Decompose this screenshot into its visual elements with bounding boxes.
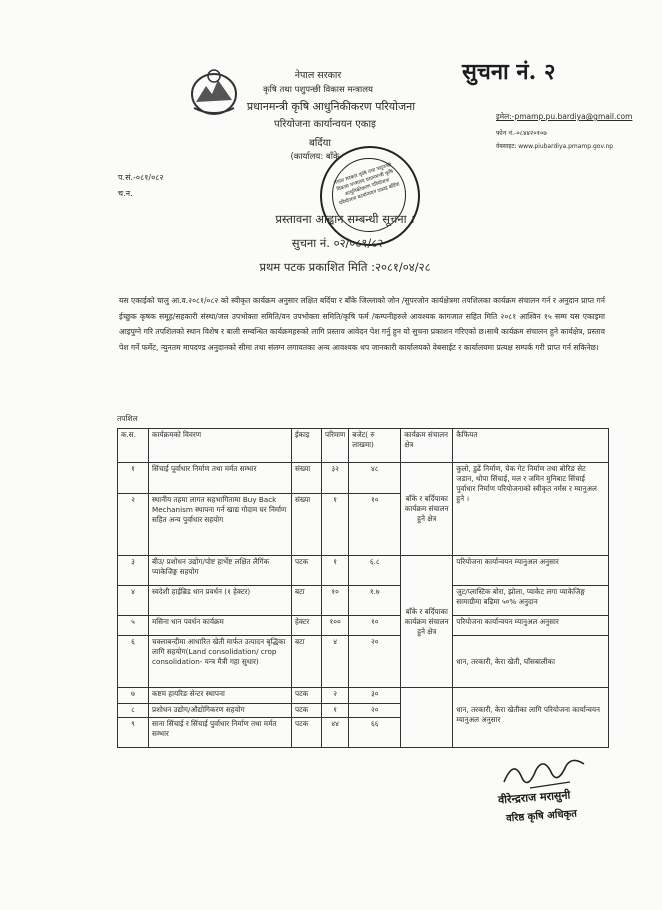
district-name: बर्दिया [309, 138, 331, 149]
cell-description: सिंचाई पूर्वाधार निर्माण तथा मर्मत सम्भार [149, 463, 292, 494]
cell-budget: २० [349, 636, 401, 688]
cell-unit: बटा [292, 586, 322, 616]
cell-quantity: २ [322, 688, 349, 704]
cell-description: कष्टम हायरिङ सेन्टर स्थापना [149, 688, 292, 704]
cell-budget: २० [349, 704, 401, 718]
notice-title: प्रस्तावना आह्वान सम्बन्धी सूचना । [275, 212, 415, 226]
signatory-name: वीरेन्द्रराज मरासुनी [497, 788, 571, 807]
cell-unit: पटक [292, 688, 322, 704]
cell-sn: ५ [118, 616, 149, 636]
unit-name: परियोजना कार्यान्वयन एकाइ [274, 119, 376, 130]
table-row [118, 688, 609, 704]
table-row [118, 463, 609, 494]
cell-description: चक्लाबन्दीमा आधारित खेती मार्फत उत्पादन बृद्धिका लागि सहयोग(Land consolidation/ crop consolidation- यन्त्र मैत्री गहा सुधार) [149, 636, 292, 688]
table-caption: तपशिल [117, 414, 138, 423]
cell-budget: ३० [349, 688, 401, 704]
cell-description: प्रशोधन उद्योग/औद्योगिकरण सहयोग [149, 704, 292, 718]
header-description: कार्यक्रमको विवरण [149, 429, 292, 463]
cell-remarks: धान, तरकारी, केरा खेती, घाँसबालीका [453, 636, 609, 688]
cell-remarks: कुलो, डुढें निर्माण, चेक गेट निर्माण तथा बोरिङ सेट जडान, थोपा सिंचाई, मल र जमिन मुनिबाट सिंचाई पुर्वाधार निर्माण परियोजनाको स्वीकृत नर्मस र म्यानुअल हुने । [453, 463, 609, 556]
table-row [118, 556, 609, 586]
cell-quantity: १ [322, 704, 349, 718]
cell-quantity: १ [322, 556, 349, 586]
website: वेबसाइट: www.piubardiya.pmamp.gov.np [496, 143, 614, 150]
cell-sn: ३ [118, 556, 149, 586]
cell-budget: ६६ [349, 718, 401, 748]
email: इमेल:-pmamp.pu.bardiya@gmail.com [496, 112, 633, 121]
cell-sn: ६ [118, 636, 149, 688]
cell-area-empty [401, 704, 453, 748]
cell-remarks: परियोजना कार्यान्वयन म्यानुअल अनुसार [453, 556, 609, 586]
cell-sn: ८ [118, 704, 149, 718]
dispatch-number: च.न. [118, 189, 133, 198]
cell-remarks: परियोजना कार्यान्वयन म्यानुअल अनुसार [453, 616, 609, 636]
cell-sn: ४ [118, 586, 149, 616]
signature-scribble [500, 752, 590, 792]
header-sn: क.स. [118, 429, 149, 463]
cell-quantity: १०० [322, 616, 349, 636]
cell-unit: संख्या [292, 494, 322, 556]
cell-description: स्वदेशी हाईब्रिड धान प्रवर्धन (१ हेक्टर) [149, 586, 292, 616]
cell-area: बाँके र बर्दियाका कार्यक्रम संचालन हुने क्षेत्र [401, 556, 453, 688]
office-location: (कार्यालय: बाँके [290, 152, 340, 162]
cell-quantity: १ [322, 494, 349, 556]
cell-area-empty [401, 688, 453, 704]
office-stamp [320, 146, 420, 246]
cell-sn: १ [118, 463, 149, 494]
cell-description: मसिना धान पवर्धन कार्यक्रम [149, 616, 292, 636]
cell-description: स्थानीय तहमा लागत सहभागितामा Buy Back Mechanism स्थापना गर्न खाद्य गोदाम घर निर्माण सहित अन्य पुर्वाधार सहयोग [149, 494, 292, 556]
notice-number: सुचना नं. ०२/०८१/८२ [291, 236, 384, 250]
government-name: नेपाल सरकार [294, 70, 342, 81]
cell-remarks-empty [453, 688, 609, 704]
header-quantity: परिमाण [322, 429, 349, 463]
cell-budget: ६.८ [349, 556, 401, 586]
notice-body: यस एकाईको चालु आ.व.२०८१/०८२ को स्वीकृत कार्यक्रम अनुसार लक्षित बर्दिया र बाँके जिल्लाको जोन /सुपरजोन कार्यक्षेत्रमा तपशिलका कार्यक्रम संचालन गर्न र अनुदान प्राप्त गर्न ईच्छुक कृषक समूह/सहकारी संस्था/जल उपभोक्ता समिति/वन उपभोक्ता समिति/कृषि फर्म /कम्पनीहरुले आवश्यक कागजात सहित मिति २०८१ आश्विन १५ सम्म यस एकाइमा आइपुग्ने गरि तपशिलको स्थान विशेष र बाली सम्बन्धित कार्यक्रमहरुको लागि प्रस्ताव आवेदन पेश गर्नु हुन यो सुचना प्रकाशन गरिएको छ।साथै कार्यक्रम संचालन हुने कार्यक्षेत्र, प्रस्ताव पेश गर्ने फर्मेट, न्युनतम मापदण्ड अनुदानको सीमा तथा संलग्न लगायतका अन्य आवश्यक थप जानकारी कार्यालयको वेबसाईट र कार्यालयमा प्रत्यक्ष सम्पर्क गरी प्राप्त गर्न सकिनेछ। [119, 296, 605, 352]
cell-unit: पटक [292, 718, 322, 748]
header-remarks: कैफियत [453, 429, 609, 463]
cell-budget: १० [349, 494, 401, 556]
header-area: कार्यक्रम संचालन क्षेत्र [401, 429, 453, 463]
table-row [118, 636, 609, 688]
program-name: प्रधानमन्त्री कृषि आधुनिकीकरण परियोजना [246, 100, 416, 113]
table-row [118, 586, 609, 616]
cell-area: बाँके र बर्दियाका कार्यक्रम संचालन हुने क्षेत्र [401, 463, 453, 556]
nepal-emblem-icon [188, 64, 240, 120]
publish-date: प्रथम पटक प्रकाशित मिति :२०८१/०४/२८ [259, 260, 431, 274]
table-header-row [118, 429, 609, 463]
cell-sn: ९ [118, 718, 149, 748]
program-table [117, 428, 609, 748]
cell-sn: २ [118, 494, 149, 556]
cell-quantity: ३२ [322, 463, 349, 494]
letter-reference: प.सं.-०८१/०८२ [118, 173, 164, 182]
cell-budget: १० [349, 616, 401, 636]
cell-description: बीउ/ प्रशोधन उद्योग/पोष्ट हार्भेष्ट लक्षित लैगिंक प्याकेजिङ्ग सहयोग [149, 556, 292, 586]
table-row [118, 616, 609, 636]
cell-budget: १.७ [349, 586, 401, 616]
phone: फोन नं.-०८४४२०१०७ [496, 129, 547, 137]
ministry-name: कृषि तथा पशुपन्छी विकास मन्त्रालय [263, 85, 373, 95]
header-unit: ईकाइ [292, 429, 322, 463]
cell-unit: बटा [292, 636, 322, 688]
table-row [118, 704, 609, 718]
cell-quantity: ४४ [322, 718, 349, 748]
cell-remarks: धान, तरकारी, केरा खेतीका लागि परियोजना कार्यान्वयन म्यानुअल अनुसार [453, 704, 609, 748]
handwritten-notice-number: सुचना नं. २ [462, 59, 556, 85]
cell-unit: संख्या [292, 463, 322, 494]
cell-unit: हेक्टर [292, 616, 322, 636]
cell-budget: ४८ [349, 463, 401, 494]
cell-unit: पटक [292, 556, 322, 586]
header-budget: बजेट( रु लाखमा) [349, 429, 401, 463]
cell-description: साना सिंचाई र सिंचाई पुर्वाधार निर्माण तथा मर्मत सम्भार [149, 718, 292, 748]
cell-quantity: ४ [322, 636, 349, 688]
cell-sn: ७ [118, 688, 149, 704]
cell-quantity: १० [322, 586, 349, 616]
cell-unit: पटक [292, 704, 322, 718]
stamp-text: नेपाल सरकार कृषि तथा पशुपन्छी विकास मन्त्रालय प्रधानमन्त्री कृषि आधुनिकीकरण परियोजना परियोजना कार्यान्वयन एकाइ बर्दिया [333, 162, 401, 207]
signatory-title: वरिष्ठ कृषि अधिकृत [505, 808, 578, 825]
cell-remarks: जुट/प्लास्टिक बोरा, झोला, प्याकेट लगा प्याकेजिङ्ग सामाग्रीमा बढिमा ५०% अनुदान [453, 586, 609, 616]
